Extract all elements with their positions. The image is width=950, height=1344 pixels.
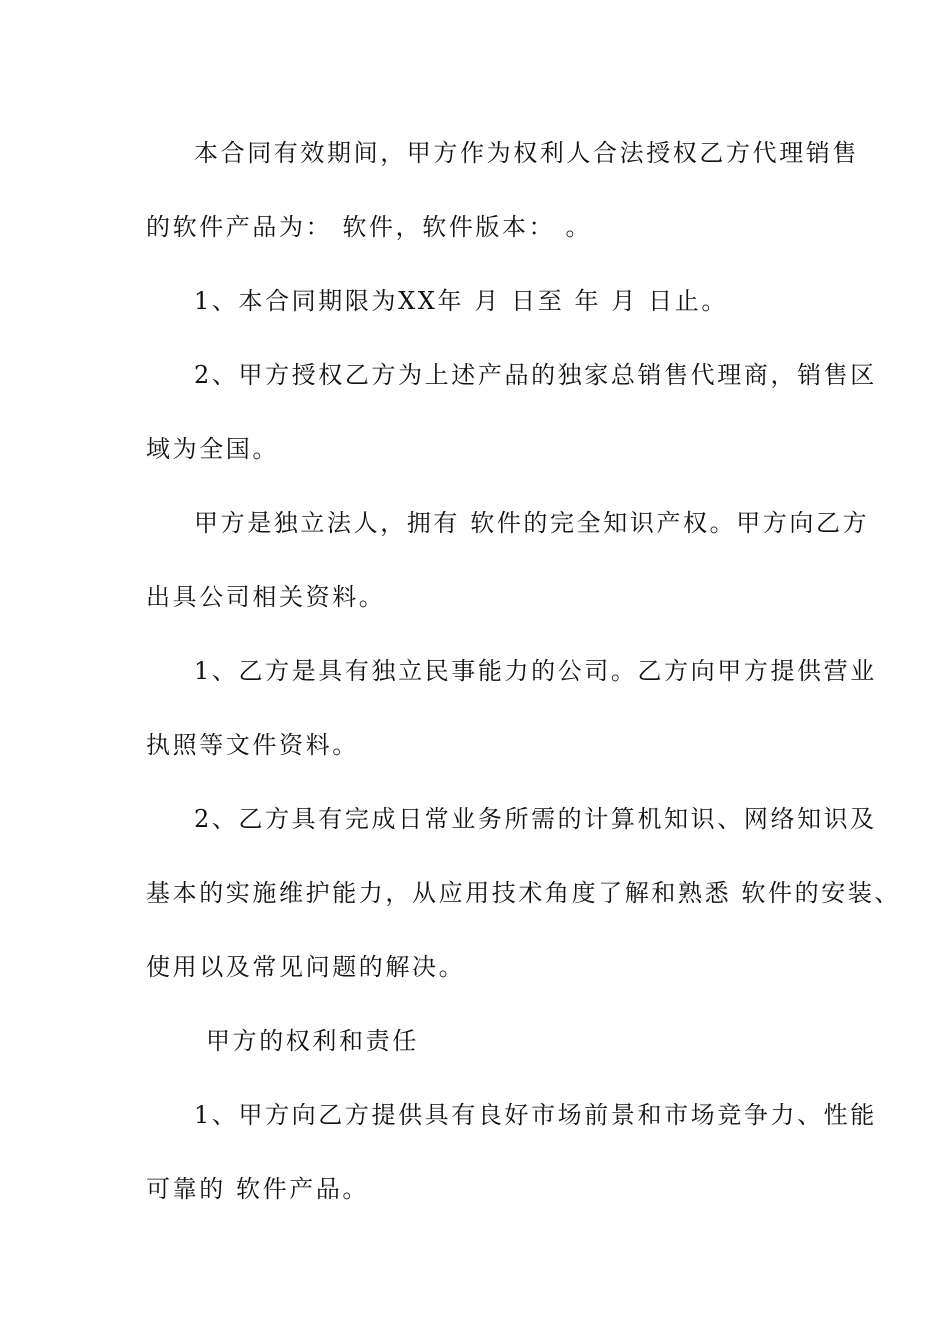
clause-party-b-company-line-2: 执照等文件资料。 <box>146 731 359 759</box>
paragraph-authorization-line-1: 本合同有效期间，甲方作为权利人合法授权乙方代理销售 <box>194 139 859 167</box>
clause-party-b-ability-line-3: 使用以及常见问题的解决。 <box>146 953 466 981</box>
paragraph-party-a-line-1: 甲方是独立法人，拥有 软件的完全知识产权。甲方向乙方 <box>194 509 870 537</box>
clause-party-b-ability-line-1: 2、乙方具有完成日常业务所需的计算机知识、网络知识及 <box>194 805 877 833</box>
clause-term: 1、本合同期限为XX年 月 日至 年 月 日止。 <box>194 287 728 315</box>
clause-party-b-ability-line-2: 基本的实施维护能力，从应用技术角度了解和熟悉 软件的安装、 <box>146 879 902 907</box>
paragraph-authorization-line-2: 的软件产品为： 软件，软件版本： 。 <box>146 213 593 241</box>
clause-party-a-product-line-2: 可靠的 软件产品。 <box>146 1175 370 1203</box>
clause-party-a-product-line-1: 1、甲方向乙方提供具有良好市场前景和市场竞争力、性能 <box>194 1101 877 1129</box>
section-heading-party-a-rights: 甲方的权利和责任 <box>206 1027 419 1055</box>
clause-party-b-company-line-1: 1、乙方是具有独立民事能力的公司。乙方向甲方提供营业 <box>194 657 877 685</box>
clause-exclusive-agent-line-2: 域为全国。 <box>146 435 279 463</box>
clause-exclusive-agent-line-1: 2、甲方授权乙方为上述产品的独家总销售代理商，销售区 <box>194 361 877 389</box>
paragraph-party-a-line-2: 出具公司相关资料。 <box>146 583 386 611</box>
